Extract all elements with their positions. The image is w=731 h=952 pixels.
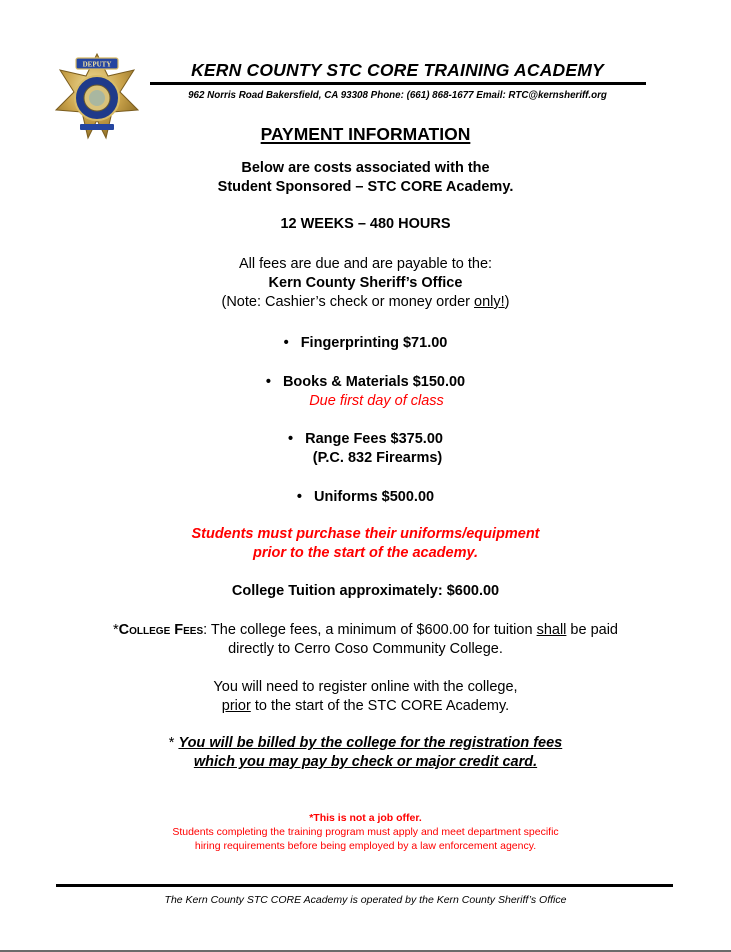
page-title-text: PAYMENT INFORMATION [260, 124, 471, 144]
disclaimer-line-2: hiring requirements before being employed by a law enforcement agency. [194, 840, 537, 852]
registration-line-1: You will need to register online with the college, [213, 679, 518, 695]
bullet-icon: • [296, 489, 302, 505]
uniform-warning-line-2: prior to the start of the academy. [252, 545, 479, 561]
billing-note [0, 734, 731, 772]
college-fees-label: College Fees [118, 622, 204, 638]
billing-text-1: You will be billed by the college for the registration fees [178, 735, 563, 751]
college-fees-line-1 [0, 621, 731, 640]
billing-line-1 [0, 734, 731, 753]
college-fees-text-end: be paid [566, 622, 618, 638]
bullet-icon: • [288, 431, 294, 447]
college-fees-emphasis: shall [536, 622, 567, 638]
college-tuition: College Tuition approximately: $600.00 [231, 583, 500, 599]
fee-item [0, 373, 731, 411]
intro-line-2: Student Sponsored – STC CORE Academy. [217, 179, 514, 195]
note-emphasis: only! [474, 294, 505, 310]
fee-item [0, 430, 731, 468]
footer-text: The Kern County STC CORE Academy is operated by the Kern County Sheriff’s Office [164, 894, 567, 906]
header-divider [150, 82, 646, 85]
college-fees-text: : The college fees, a minimum of $600.00 for tuition [203, 622, 537, 638]
fee-note: Due first day of class [309, 393, 444, 409]
fee-item [0, 334, 731, 353]
payment-note [0, 293, 731, 312]
disclaimer-heading: *This is not a job offer. [309, 812, 422, 824]
college-fees-section [0, 621, 731, 659]
uniform-warning [0, 525, 731, 563]
academy-title: KERN COUNTY STC CORE TRAINING ACADEMY [191, 60, 604, 80]
registration-text: to the start of the STC CORE Academy. [250, 698, 510, 714]
uniform-warning-line-1: Students must purchase their uniforms/equipment [191, 526, 540, 542]
fee-label: Books & Materials $150.00 [282, 374, 466, 390]
payee-name: Kern County Sheriff’s Office [268, 275, 463, 291]
payable-line: All fees are due and are payable to the: [238, 256, 493, 272]
fee-label: Uniforms $500.00 [313, 489, 435, 505]
bullet-icon: • [265, 374, 271, 390]
asterisk: * [113, 622, 119, 638]
asterisk: * [168, 735, 179, 751]
college-fees-line-2: directly to Cerro Coso Community College. [228, 641, 503, 657]
fee-label: Range Fees $375.00 [305, 431, 443, 447]
registration-emphasis: prior [221, 698, 251, 714]
bullet-icon: • [283, 335, 289, 351]
billing-text-2: which you may pay by check or major credit card. [193, 754, 538, 770]
program-duration: 12 WEEKS – 480 HOURS [280, 216, 451, 232]
contact-info: 962 Norris Road Bakersfield, CA 93308 Phone: (661) 868-1677 Email: RTC@kernsheriff.org [188, 90, 607, 101]
fee-item [0, 488, 731, 507]
badge-top-label: DEPUTY [82, 60, 112, 69]
registration-note [0, 678, 731, 716]
intro-line-1: Below are costs associated with the [241, 160, 490, 176]
note-text: (Note: Cashier’s check or money order [221, 294, 475, 310]
job-offer-disclaimer [0, 811, 731, 853]
billing-line-2 [0, 753, 731, 772]
footer-divider [56, 884, 673, 887]
fee-label: Fingerprinting $71.00 [300, 335, 448, 351]
note-close: ) [504, 294, 510, 310]
intro-text [0, 159, 731, 197]
disclaimer-line-1: Students completing the training program must apply and meet department specific [172, 826, 559, 838]
fee-subtext: (P.C. 832 Firearms) [312, 450, 443, 466]
payable-to-section [0, 255, 731, 312]
registration-line-2 [0, 697, 731, 716]
page-title [0, 124, 731, 145]
